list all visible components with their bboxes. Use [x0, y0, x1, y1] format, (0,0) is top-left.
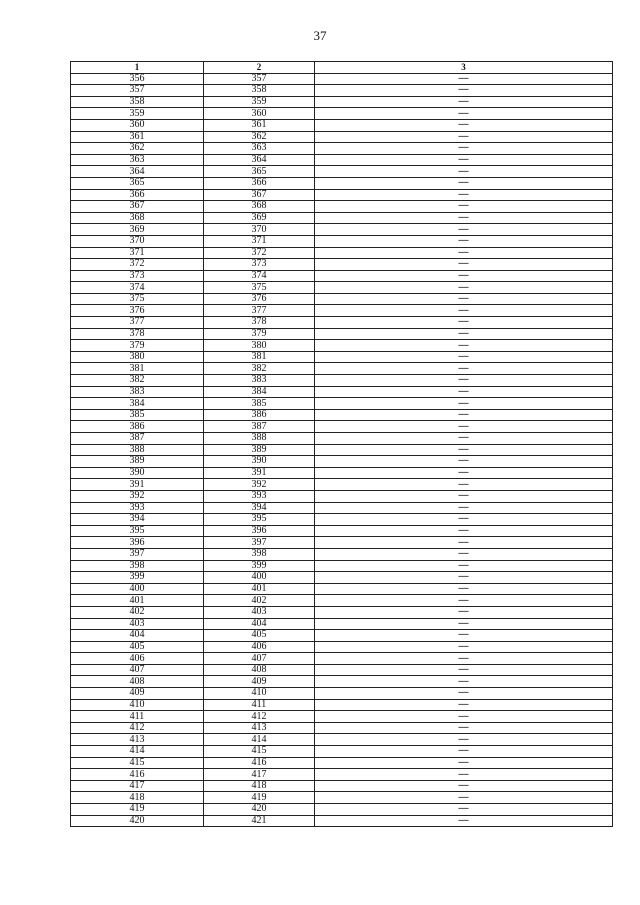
table-row — [71, 792, 613, 804]
table-cell-col-2: 365 — [204, 166, 315, 178]
table-cell-col-3: — — [315, 235, 613, 247]
table-cell-col-3: — — [315, 166, 613, 178]
table-cell-col-1: 395 — [71, 525, 204, 537]
table-row — [71, 154, 613, 166]
table-row — [71, 676, 613, 688]
table-cell-col-1: 397 — [71, 548, 204, 560]
table-cell-col-1: 402 — [71, 606, 204, 618]
table-row — [71, 235, 613, 247]
table-row — [71, 572, 613, 584]
table-row — [71, 711, 613, 723]
table-cell-col-2: 398 — [204, 548, 315, 560]
table-row — [71, 502, 613, 514]
table-cell-col-2: 410 — [204, 688, 315, 700]
table-cell-col-1: 381 — [71, 363, 204, 375]
table-row — [71, 96, 613, 108]
table-cell-col-2: 405 — [204, 630, 315, 642]
table-cell-col-2: 374 — [204, 270, 315, 282]
table-cell-col-2: 391 — [204, 467, 315, 479]
table-cell-col-3: — — [315, 479, 613, 491]
table-cell-col-1: 383 — [71, 386, 204, 398]
table-cell-col-1: 389 — [71, 456, 204, 468]
table-cell-col-3: — — [315, 537, 613, 549]
table-cell-col-1: 373 — [71, 270, 204, 282]
table-row — [71, 664, 613, 676]
table-cell-col-3: — — [315, 711, 613, 723]
table-body — [71, 73, 613, 827]
table-cell-col-1: 415 — [71, 757, 204, 769]
table-cell-col-2: 419 — [204, 792, 315, 804]
table-cell-col-2: 367 — [204, 189, 315, 201]
table-cell-col-3: — — [315, 664, 613, 676]
table-cell-col-1: 375 — [71, 293, 204, 305]
table-cell-col-3: — — [315, 525, 613, 537]
table-cell-col-2: 403 — [204, 606, 315, 618]
table-row — [71, 293, 613, 305]
table-cell-col-2: 408 — [204, 664, 315, 676]
table-cell-col-1: 420 — [71, 815, 204, 827]
table-row — [71, 618, 613, 630]
table-cell-col-3: — — [315, 815, 613, 827]
table-cell-col-3: — — [315, 317, 613, 329]
table-cell-col-3: — — [315, 96, 613, 108]
table-cell-col-2: 386 — [204, 409, 315, 421]
table-cell-col-1: 393 — [71, 502, 204, 514]
table-row — [71, 363, 613, 375]
table-cell-col-3: — — [315, 247, 613, 259]
table-cell-col-2: 412 — [204, 711, 315, 723]
table-cell-col-2: 359 — [204, 96, 315, 108]
table-row — [71, 456, 613, 468]
table-cell-col-3: — — [315, 73, 613, 85]
table-cell-col-2: 380 — [204, 340, 315, 352]
table-row — [71, 757, 613, 769]
table-cell-col-3: — — [315, 769, 613, 781]
table-row — [71, 409, 613, 421]
table-cell-col-3: — — [315, 792, 613, 804]
table-cell-col-1: 360 — [71, 119, 204, 131]
table-cell-col-3: — — [315, 653, 613, 665]
table-row — [71, 119, 613, 131]
table-cell-col-2: 360 — [204, 108, 315, 120]
table-cell-col-1: 400 — [71, 583, 204, 595]
table-cell-col-3: — — [315, 804, 613, 816]
table-cell-col-3: — — [315, 154, 613, 166]
table-cell-col-1: 371 — [71, 247, 204, 259]
table-row — [71, 479, 613, 491]
table-cell-col-3: — — [315, 502, 613, 514]
table-cell-col-3: — — [315, 444, 613, 456]
table-cell-col-1: 388 — [71, 444, 204, 456]
table-cell-col-1: 362 — [71, 143, 204, 155]
table-cell-col-3: — — [315, 514, 613, 526]
table-cell-col-1: 394 — [71, 514, 204, 526]
table-cell-col-1: 419 — [71, 804, 204, 816]
table-cell-col-2: 370 — [204, 224, 315, 236]
table-cell-col-2: 363 — [204, 143, 315, 155]
table-cell-col-2: 399 — [204, 560, 315, 572]
table-cell-col-2: 415 — [204, 746, 315, 758]
table-cell-col-1: 385 — [71, 409, 204, 421]
table-cell-col-3: — — [315, 259, 613, 271]
table-row — [71, 282, 613, 294]
table-row — [71, 317, 613, 329]
table-cell-col-1: 405 — [71, 641, 204, 653]
table-cell-col-2: 388 — [204, 433, 315, 445]
table-cell-col-1: 411 — [71, 711, 204, 723]
table-cell-col-1: 412 — [71, 722, 204, 734]
table-cell-col-1: 368 — [71, 212, 204, 224]
table-cell-col-3: — — [315, 363, 613, 375]
table-row — [71, 398, 613, 410]
table-cell-col-3: — — [315, 85, 613, 97]
table-cell-col-2: 394 — [204, 502, 315, 514]
table-row — [71, 73, 613, 85]
table-row — [71, 189, 613, 201]
table-row — [71, 595, 613, 607]
table-cell-col-1: 392 — [71, 490, 204, 502]
table-row — [71, 328, 613, 340]
table-cell-col-2: 404 — [204, 618, 315, 630]
table-cell-col-2: 362 — [204, 131, 315, 143]
table-row — [71, 224, 613, 236]
table-cell-col-3: — — [315, 490, 613, 502]
table-cell-col-1: 378 — [71, 328, 204, 340]
table-row — [71, 270, 613, 282]
table-row — [71, 85, 613, 97]
table-row — [71, 606, 613, 618]
table-row — [71, 166, 613, 178]
table-cell-col-2: 397 — [204, 537, 315, 549]
table-cell-col-3: — — [315, 340, 613, 352]
table-cell-col-1: 374 — [71, 282, 204, 294]
table-cell-col-1: 380 — [71, 351, 204, 363]
table-row — [71, 804, 613, 816]
table-cell-col-2: 406 — [204, 641, 315, 653]
table-cell-col-1: 408 — [71, 676, 204, 688]
table-cell-col-1: 391 — [71, 479, 204, 491]
table-row — [71, 746, 613, 758]
table-cell-col-2: 371 — [204, 235, 315, 247]
table-row — [71, 641, 613, 653]
table-cell-col-1: 361 — [71, 131, 204, 143]
table-cell-col-3: — — [315, 293, 613, 305]
table-cell-col-1: 406 — [71, 653, 204, 665]
table-cell-col-3: — — [315, 270, 613, 282]
table-cell-col-2: 392 — [204, 479, 315, 491]
table-row — [71, 247, 613, 259]
table-cell-col-3: — — [315, 398, 613, 410]
table-row — [71, 108, 613, 120]
column-header-3: 3 — [315, 62, 613, 74]
table-cell-col-1: 407 — [71, 664, 204, 676]
table-row — [71, 688, 613, 700]
table-cell-col-2: 379 — [204, 328, 315, 340]
table-cell-col-3: — — [315, 177, 613, 189]
table-row — [71, 433, 613, 445]
table-row — [71, 375, 613, 387]
table-cell-col-3: — — [315, 630, 613, 642]
table-cell-col-2: 396 — [204, 525, 315, 537]
table-cell-col-1: 384 — [71, 398, 204, 410]
table-cell-col-1: 413 — [71, 734, 204, 746]
table-cell-col-3: — — [315, 456, 613, 468]
table-cell-col-2: 357 — [204, 73, 315, 85]
table-cell-col-2: 366 — [204, 177, 315, 189]
table-cell-col-3: — — [315, 409, 613, 421]
table-cell-col-1: 409 — [71, 688, 204, 700]
table-row — [71, 467, 613, 479]
table-cell-col-3: — — [315, 328, 613, 340]
table-cell-col-3: — — [315, 688, 613, 700]
table-cell-col-3: — — [315, 421, 613, 433]
table-cell-col-1: 366 — [71, 189, 204, 201]
table-cell-col-2: 384 — [204, 386, 315, 398]
table-cell-col-2: 389 — [204, 444, 315, 456]
table-cell-col-1: 370 — [71, 235, 204, 247]
table-cell-col-2: 361 — [204, 119, 315, 131]
table-cell-col-3: — — [315, 189, 613, 201]
table-row — [71, 490, 613, 502]
table-cell-col-3: — — [315, 746, 613, 758]
table-cell-col-3: — — [315, 560, 613, 572]
table-cell-col-1: 417 — [71, 780, 204, 792]
table-cell-col-1: 418 — [71, 792, 204, 804]
table-cell-col-3: — — [315, 375, 613, 387]
table-cell-col-3: — — [315, 676, 613, 688]
table-cell-col-3: — — [315, 467, 613, 479]
table-row — [71, 653, 613, 665]
table-cell-col-3: — — [315, 433, 613, 445]
table-cell-col-2: 393 — [204, 490, 315, 502]
table-cell-col-2: 421 — [204, 815, 315, 827]
table-cell-col-2: 390 — [204, 456, 315, 468]
table-cell-col-2: 395 — [204, 514, 315, 526]
table-cell-col-1: 390 — [71, 467, 204, 479]
table-row — [71, 386, 613, 398]
table-row — [71, 548, 613, 560]
table-cell-col-3: — — [315, 618, 613, 630]
table-cell-col-3: — — [315, 224, 613, 236]
table-row — [71, 143, 613, 155]
table-cell-col-3: — — [315, 386, 613, 398]
table-cell-col-3: — — [315, 595, 613, 607]
table-row — [71, 722, 613, 734]
table-row — [71, 780, 613, 792]
table-row — [71, 444, 613, 456]
table-cell-col-2: 376 — [204, 293, 315, 305]
table-cell-col-1: 396 — [71, 537, 204, 549]
table-cell-col-3: — — [315, 641, 613, 653]
table-row — [71, 212, 613, 224]
table-cell-col-3: — — [315, 548, 613, 560]
table-cell-col-1: 372 — [71, 259, 204, 271]
table-cell-col-2: 385 — [204, 398, 315, 410]
table-cell-col-2: 358 — [204, 85, 315, 97]
table-cell-col-3: — — [315, 212, 613, 224]
table-cell-col-3: — — [315, 351, 613, 363]
table-cell-col-3: — — [315, 305, 613, 317]
table-cell-col-1: 356 — [71, 73, 204, 85]
table-cell-col-1: 403 — [71, 618, 204, 630]
table-cell-col-2: 368 — [204, 201, 315, 213]
table-row — [71, 305, 613, 317]
table-cell-col-3: — — [315, 143, 613, 155]
table-cell-col-3: — — [315, 572, 613, 584]
table-cell-col-2: 420 — [204, 804, 315, 816]
table-cell-col-3: — — [315, 201, 613, 213]
table-cell-col-2: 402 — [204, 595, 315, 607]
table-cell-col-1: 387 — [71, 433, 204, 445]
table-cell-col-2: 369 — [204, 212, 315, 224]
table-cell-col-1: 357 — [71, 85, 204, 97]
table-cell-col-1: 401 — [71, 595, 204, 607]
data-table — [70, 61, 613, 827]
table-cell-col-3: — — [315, 583, 613, 595]
table-cell-col-2: 377 — [204, 305, 315, 317]
table-cell-col-3: — — [315, 757, 613, 769]
table-cell-col-1: 367 — [71, 201, 204, 213]
table-row — [71, 630, 613, 642]
table-cell-col-3: — — [315, 699, 613, 711]
table-row — [71, 537, 613, 549]
table-cell-col-3: — — [315, 606, 613, 618]
table-cell-col-2: 381 — [204, 351, 315, 363]
table-row — [71, 340, 613, 352]
table-cell-col-1: 399 — [71, 572, 204, 584]
table-row — [71, 514, 613, 526]
column-header-1: 1 — [71, 62, 204, 74]
table-cell-col-2: 387 — [204, 421, 315, 433]
table-cell-col-2: 413 — [204, 722, 315, 734]
table-cell-col-2: 418 — [204, 780, 315, 792]
table-cell-col-3: — — [315, 119, 613, 131]
table-cell-col-2: 373 — [204, 259, 315, 271]
table-cell-col-3: — — [315, 282, 613, 294]
page-number: 37 — [313, 28, 327, 43]
table-cell-col-1: 377 — [71, 317, 204, 329]
table-row — [71, 769, 613, 781]
table-cell-col-2: 409 — [204, 676, 315, 688]
table-row — [71, 525, 613, 537]
table-cell-col-2: 375 — [204, 282, 315, 294]
table-row — [71, 177, 613, 189]
table-row — [71, 259, 613, 271]
table-cell-col-2: 382 — [204, 363, 315, 375]
table-cell-col-2: 378 — [204, 317, 315, 329]
table-cell-col-2: 400 — [204, 572, 315, 584]
table-cell-col-2: 416 — [204, 757, 315, 769]
table-header-row — [71, 62, 613, 74]
table-cell-col-1: 376 — [71, 305, 204, 317]
table-cell-col-1: 358 — [71, 96, 204, 108]
table-cell-col-2: 364 — [204, 154, 315, 166]
table-row — [71, 734, 613, 746]
table-cell-col-2: 417 — [204, 769, 315, 781]
table-cell-col-3: — — [315, 734, 613, 746]
table-row — [71, 131, 613, 143]
table-cell-col-2: 383 — [204, 375, 315, 387]
table-cell-col-2: 407 — [204, 653, 315, 665]
table-cell-col-1: 398 — [71, 560, 204, 572]
table-cell-col-3: — — [315, 722, 613, 734]
table-row — [71, 421, 613, 433]
table-cell-col-1: 404 — [71, 630, 204, 642]
table-cell-col-1: 386 — [71, 421, 204, 433]
column-header-2: 2 — [204, 62, 315, 74]
table-cell-col-1: 363 — [71, 154, 204, 166]
table-row — [71, 583, 613, 595]
table-row — [71, 815, 613, 827]
table-cell-col-3: — — [315, 108, 613, 120]
table-cell-col-1: 364 — [71, 166, 204, 178]
table-cell-col-3: — — [315, 780, 613, 792]
table-row — [71, 201, 613, 213]
table-cell-col-1: 382 — [71, 375, 204, 387]
table-cell-col-1: 359 — [71, 108, 204, 120]
table-cell-col-2: 411 — [204, 699, 315, 711]
table-cell-col-3: — — [315, 131, 613, 143]
table-cell-col-1: 414 — [71, 746, 204, 758]
table-cell-col-1: 369 — [71, 224, 204, 236]
table-row — [71, 351, 613, 363]
table-cell-col-2: 414 — [204, 734, 315, 746]
table-row — [71, 560, 613, 572]
table-row — [71, 699, 613, 711]
table-cell-col-1: 379 — [71, 340, 204, 352]
table-cell-col-2: 372 — [204, 247, 315, 259]
table-cell-col-2: 401 — [204, 583, 315, 595]
table-cell-col-1: 416 — [71, 769, 204, 781]
table-cell-col-1: 410 — [71, 699, 204, 711]
table-cell-col-1: 365 — [71, 177, 204, 189]
